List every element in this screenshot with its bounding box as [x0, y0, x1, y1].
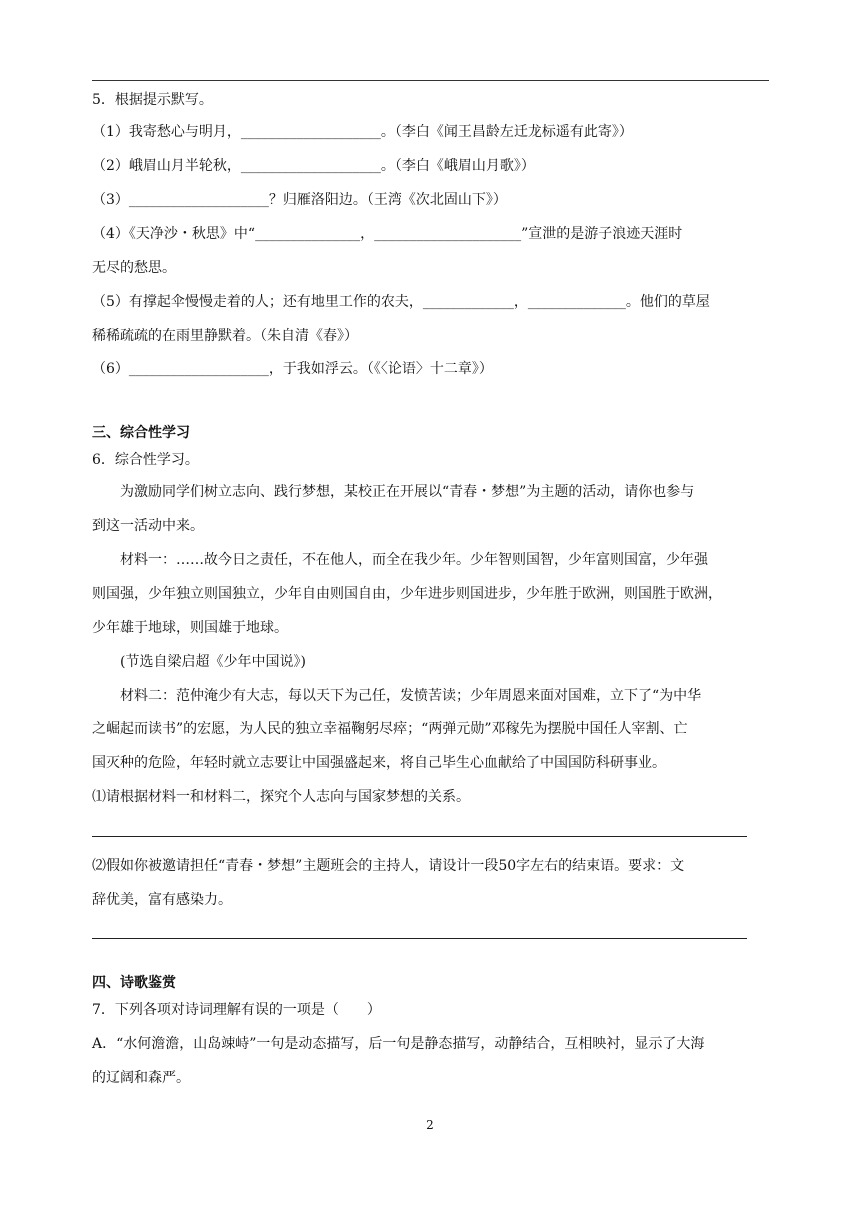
q5-item-3: （3）____________________？归雁洛阳边。（王湾《次北固山下》）	[92, 192, 507, 208]
q7-option-a: A．“水何澹澹，山岛竦峙”一句是动态描写，后一句是静态描写，动静结合，互相映衬，显示了大海	[92, 1036, 705, 1052]
answer-line-2[interactable]	[92, 938, 747, 939]
q6-title: 6．综合性学习。	[92, 452, 199, 468]
material-2-line2: 之崛起而读书”的宏愿，为人民的独立幸福鞠躬尽瘁；“两弹元勋”邓稼先为摆脱中国任人宰割、亡	[92, 721, 688, 737]
material-1-source: (节选自梁启超《少年中国说》)	[120, 654, 306, 670]
q5-item-5-cont: 稀稀疏疏的在雨里静默着。（朱自清《春》）	[92, 328, 358, 344]
q7-option-a-cont: 的辽阔和森严。	[92, 1070, 190, 1086]
q5-title: 5．根据提示默写。	[92, 92, 213, 108]
q5-item-6: （6）____________________，于我如浮云。（《〈论语〉十二章》）	[92, 361, 493, 377]
section-heading-4: 四、诗歌鉴赏	[92, 975, 176, 991]
header-rule	[92, 80, 769, 81]
material-1-line2: 则国强，少年独立则国独立，少年自由则国自由，少年进步则国进步，少年胜于欧洲，则国胜于欧洲，	[92, 586, 722, 602]
q5-item-4: （4）《天净沙・秋思》中“_______________，_____________________”宣泄的是游子浪迹天涯时	[92, 226, 683, 242]
q5-item-2: （2）峨眉山月半轮秋，____________________。（李白《峨眉山月歌》）	[92, 158, 535, 174]
q6-intro: 为激励同学们树立志向、践行梦想，某校正在开展以“青春・梦想”为主题的活动，请你也参与	[120, 484, 695, 500]
q6-intro-cont: 到这一活动中来。	[92, 518, 204, 534]
answer-line-1[interactable]	[92, 836, 747, 837]
material-2-line3: 国灭种的危险，年轻时就立志要让中国强盛起来，将自己毕生心血献给了中国国防科研事业。	[92, 755, 666, 771]
material-1: 材料一：……故今日之责任，不在他人，而全在我少年。少年智则国智，少年富则国富，少年强	[120, 552, 708, 568]
q5-item-1: （1）我寄愁心与明月，____________________。（李白《闻王昌龄左迁龙标遥有此寄》）	[92, 124, 633, 140]
q6-part-2-cont: 辞优美，富有感染力。	[92, 892, 232, 908]
q7-title: 7．下列各项对诗词理解有误的一项是（ ）	[92, 1002, 381, 1018]
material-1-line3: 少年雄于地球，则国雄于地球。	[92, 620, 288, 636]
q5-item-5: （5）有撑起伞慢慢走着的人；还有地里工作的农夫，_____________，______________。他们的草屋	[92, 294, 710, 310]
material-2: 材料二：范仲淹少有大志，每以天下为己任，发愤苦读；少年周恩来面对国难，立下了“为中华	[120, 688, 702, 704]
q6-part-1: ⑴请根据材料一和材料二，探究个人志向与国家梦想的关系。	[92, 789, 470, 805]
q5-item-4-cont: 无尽的愁思。	[92, 260, 176, 276]
q6-part-2: ⑵假如你被邀请担任“青春・梦想”主题班会的主持人，请设计一段50字左右的结束语。要求：文	[92, 858, 685, 874]
section-heading-3: 三、综合性学习	[92, 425, 190, 441]
page-number: 2	[426, 1118, 434, 1132]
